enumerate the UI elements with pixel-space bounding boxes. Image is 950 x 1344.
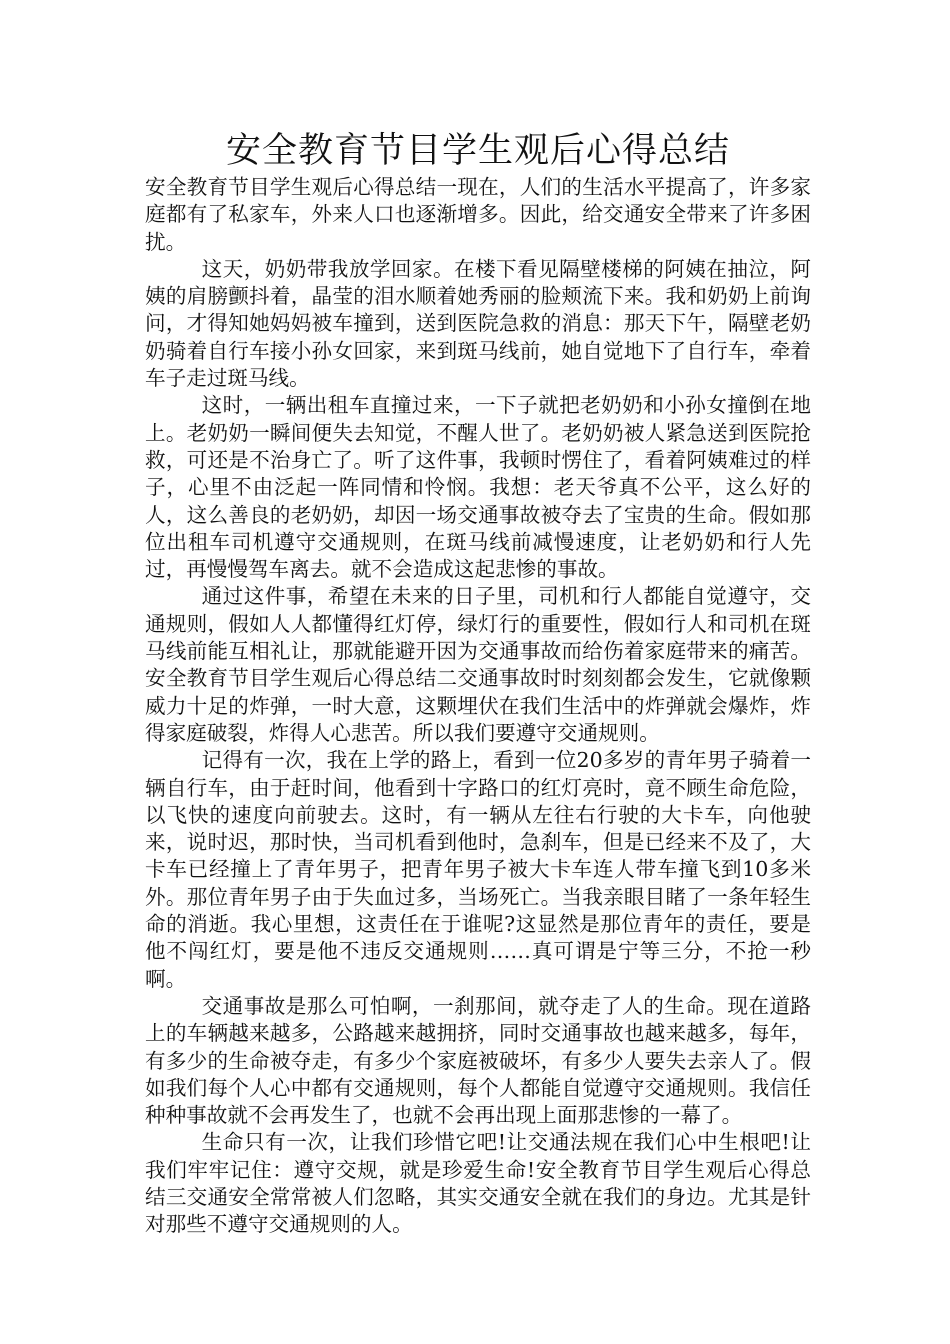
- document-page: [145, 128, 811, 1239]
- paragraph-5: 记得有一次，我在上学的路上，看到一位20多岁的青年男子骑着一辆自行车，由于赶时间，他看到十字路口的红灯亮时，竟不顾生命危险，以飞快的速度向前驶去。这时，有一辆从左往右行驶的大卡车，向他驶来，说时迟，那时快，当司机看到他时，急刹车，但是已经来不及了，大卡车已经撞上了青年男子，把青年男子被大卡车连人带车撞飞到10多米外。那位青年男子由于失血过多，当场死亡。当我亲眼目睹了一条年轻生命的消逝。我心里想，这责任在于谁呢?这显然是那位青年的责任，要是他不闯红灯，要是他不违反交通规则……真可谓是宁等三分，不抢一秒啊。: [145, 748, 811, 991]
- paragraph-3: 这时，一辆出租车直撞过来，一下子就把老奶奶和小孙女撞倒在地上。老奶奶一瞬间便失去知觉，不醒人世了。老奶奶被人紧急送到医院抢救，可还是不治身亡了。听了这件事，我顿时愣住了，看着阿姨难过的样子，心里不由泛起一阵同情和怜悯。我想：老天爷真不公平，这么好的人，这么善良的老奶奶，却因一场交通事故被夺去了宝贵的生命。假如那位出租车司机遵守交通规则，在斑马线前减慢速度，让老奶奶和行人先过，再慢慢驾车离去。就不会造成这起悲惨的事故。: [145, 393, 811, 582]
- paragraph-7: 生命只有一次，让我们珍惜它吧!让交通法规在我们心中生根吧!让我们牢牢记住：遵守交规，就是珍爱生命!安全教育节目学生观后心得总结三交通安全常常被人们忽略，其实交通安全就在我们的身边。尤其是针对那些不遵守交通规则的人。: [145, 1130, 811, 1237]
- paragraph-2: 这天，奶奶带我放学回家。在楼下看见隔壁楼梯的阿姨在抽泣，阿姨的肩膀颤抖着，晶莹的泪水顺着她秀丽的脸颊流下来。我和奶奶上前询问，才得知她妈妈被车撞到，送到医院急救的消息：那天下午，隔壁老奶奶骑着自行车接小孙女回家，来到斑马线前，她自觉地下了自行车，牵着车子走过斑马线。: [145, 256, 811, 391]
- paragraph-4: 通过这件事，希望在未来的日子里，司机和行人都能自觉遵守，交通规则，假如人人都懂得红灯停，绿灯行的重要性，假如行人和司机在斑马线前能互相礼让，那就能避开因为交通事故而给伤着家庭带来的痛苦。安全教育节目学生观后心得总结二交通事故时时刻刻都会发生，它就像颗威力十足的炸弹，一时大意，这颗埋伏在我们生活中的炸弹就会爆炸，炸得家庭破裂，炸得人心悲苦。所以我们要遵守交通规则。: [145, 584, 811, 745]
- document-title: 安全教育节目学生观后心得总结: [225, 131, 730, 171]
- paragraph-6: 交通事故是那么可怕啊，一刹那间，就夺走了人的生命。现在道路上的车辆越来越多，公路越来越拥挤，同时交通事故也越来越多，每年，有多少的生命被夺走，有多少个家庭被破坏，有多少人要失去亲人了。假如我们每个人心中都有交通规则，每个人都能自觉遵守交通规则。我信任种种事故就不会再发生了，也就不会再出现上面那悲惨的一幕了。: [145, 993, 811, 1128]
- paragraph-1: 安全教育节目学生观后心得总结一现在，人们的生活水平提高了，许多家庭都有了私家车，外来人口也逐渐增多。因此，给交通安全带来了许多困扰。: [145, 175, 811, 254]
